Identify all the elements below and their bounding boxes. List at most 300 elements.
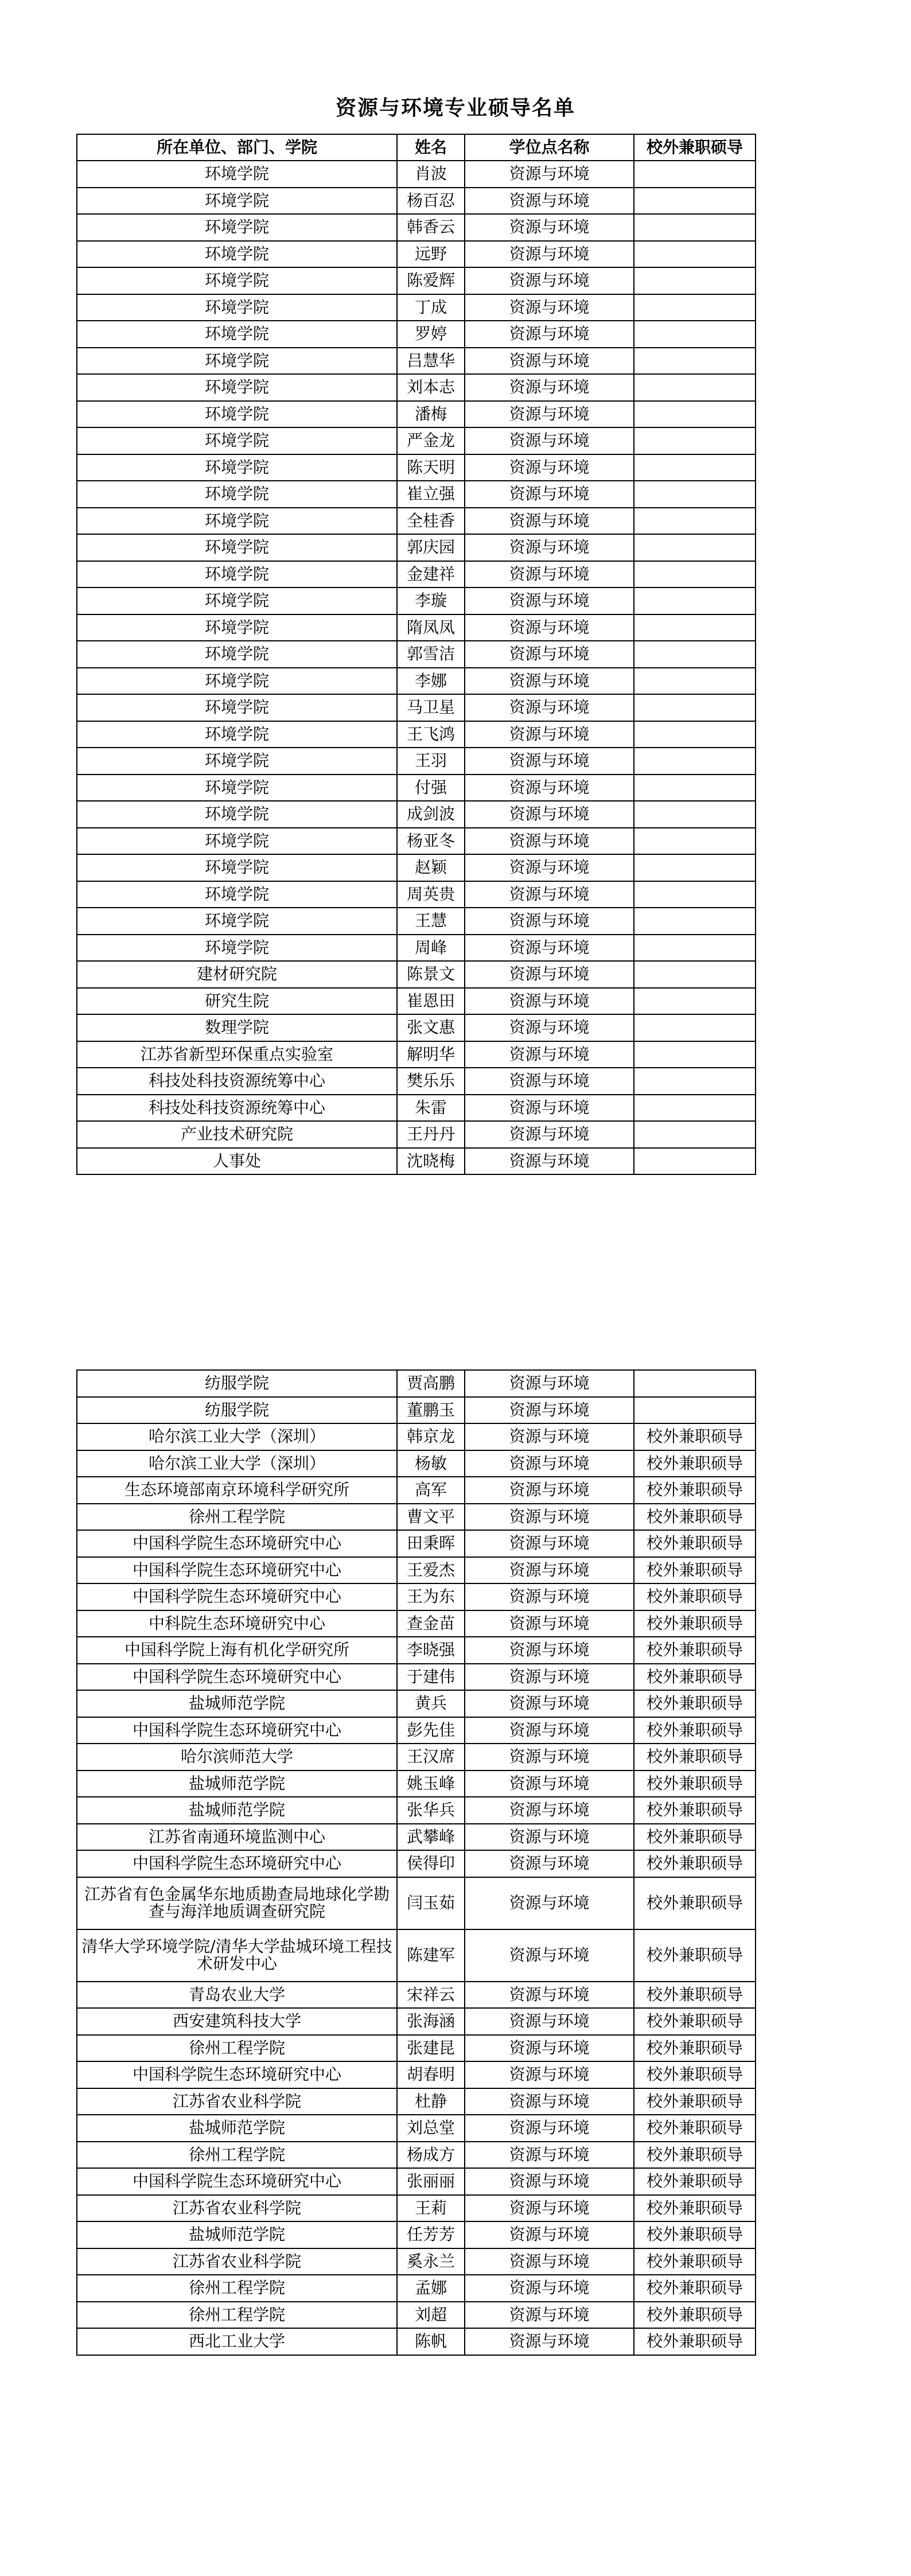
cell-degree-program: 资源与环境 — [465, 1397, 634, 1424]
cell-degree-program: 资源与环境 — [465, 1121, 634, 1148]
cell-name: 丁成 — [397, 294, 465, 321]
cell-external-supervisor: 校外兼职硕导 — [634, 2248, 756, 2275]
cell-unit: 江苏省有色金属华东地质勘查局地球化学勘查与海洋地质调查研究院 — [77, 1877, 397, 1929]
cell-degree-program: 资源与环境 — [465, 534, 634, 561]
table-row — [77, 2195, 756, 2222]
cell-name: 陈建军 — [397, 1929, 465, 1982]
cell-external-supervisor — [634, 294, 756, 321]
table-row — [77, 1929, 756, 1982]
cell-external-supervisor — [634, 267, 756, 294]
table-row — [77, 1121, 756, 1148]
cell-external-supervisor — [634, 348, 756, 375]
cell-name: 刘本志 — [397, 374, 465, 401]
cell-external-supervisor — [634, 481, 756, 508]
cell-unit: 环境学院 — [77, 801, 397, 828]
table-row — [77, 1583, 756, 1610]
cell-name: 韩香云 — [397, 214, 465, 241]
cell-name: 陈帆 — [397, 2328, 465, 2355]
cell-degree-program: 资源与环境 — [465, 1717, 634, 1744]
cell-name: 高军 — [397, 1477, 465, 1504]
cell-name: 于建伟 — [397, 1664, 465, 1691]
cell-name: 罗婷 — [397, 321, 465, 348]
cell-degree-program: 资源与环境 — [465, 1982, 634, 2009]
table-row — [77, 2061, 756, 2088]
cell-degree-program: 资源与环境 — [465, 854, 634, 881]
table-row — [77, 1850, 756, 1877]
cell-unit: 徐州工程学院 — [77, 2035, 397, 2062]
cell-degree-program: 资源与环境 — [465, 2088, 634, 2115]
cell-external-supervisor: 校外兼职硕导 — [634, 2275, 756, 2302]
cell-unit: 江苏省农业科学院 — [77, 2088, 397, 2115]
cell-name: 查金苗 — [397, 1610, 465, 1637]
cell-unit: 盐城师范学院 — [77, 1690, 397, 1717]
table-row — [77, 748, 756, 775]
cell-degree-program: 资源与环境 — [465, 1850, 634, 1877]
cell-name: 郭雪洁 — [397, 641, 465, 668]
cell-external-supervisor — [634, 401, 756, 428]
cell-degree-program: 资源与环境 — [465, 801, 634, 828]
document-title: 资源与环境专业硕导名单 — [335, 96, 575, 120]
cell-external-supervisor — [634, 161, 756, 188]
table-row — [77, 1797, 756, 1824]
cell-unit: 中国科学院上海有机化学研究所 — [77, 1637, 397, 1664]
cell-degree-program: 资源与环境 — [465, 454, 634, 481]
cell-name: 张海涵 — [397, 2008, 465, 2035]
cell-unit: 环境学院 — [77, 161, 397, 188]
table-row — [77, 961, 756, 988]
cell-degree-program: 资源与环境 — [465, 961, 634, 988]
cell-unit: 数理学院 — [77, 1014, 397, 1041]
cell-unit: 环境学院 — [77, 481, 397, 508]
cell-unit: 建材研究院 — [77, 961, 397, 988]
cell-name: 黄兵 — [397, 1690, 465, 1717]
cell-degree-program: 资源与环境 — [465, 641, 634, 668]
cell-name: 沈晓梅 — [397, 1148, 465, 1175]
cell-degree-program: 资源与环境 — [465, 988, 634, 1015]
table-row — [77, 2142, 756, 2169]
cell-external-supervisor — [634, 1121, 756, 1148]
cell-unit: 环境学院 — [77, 614, 397, 641]
cell-unit: 西安建筑科技大学 — [77, 2008, 397, 2035]
cell-external-supervisor: 校外兼职硕导 — [634, 2115, 756, 2142]
table-row — [77, 1450, 756, 1477]
table-row — [77, 775, 756, 801]
cell-name: 隋凤凤 — [397, 614, 465, 641]
cell-name: 曹文平 — [397, 1504, 465, 1531]
cell-external-supervisor: 校外兼职硕导 — [634, 1610, 756, 1637]
cell-degree-program: 资源与环境 — [465, 267, 634, 294]
table-row — [77, 2088, 756, 2115]
cell-degree-program: 资源与环境 — [465, 2115, 634, 2142]
table-row — [77, 374, 756, 401]
cell-degree-program: 资源与环境 — [465, 1690, 634, 1717]
table-row — [77, 1664, 756, 1691]
cell-external-supervisor — [634, 508, 756, 535]
supervisor-table-part-1 — [76, 134, 756, 1175]
cell-name: 赵颖 — [397, 854, 465, 881]
cell-unit: 环境学院 — [77, 534, 397, 561]
table-row — [77, 534, 756, 561]
cell-external-supervisor — [634, 1014, 756, 1041]
cell-degree-program: 资源与环境 — [465, 1637, 634, 1664]
cell-degree-program: 资源与环境 — [465, 908, 634, 935]
cell-external-supervisor — [634, 828, 756, 855]
cell-external-supervisor — [634, 1068, 756, 1095]
cell-name: 付强 — [397, 775, 465, 801]
cell-name: 杨成方 — [397, 2142, 465, 2169]
cell-degree-program: 资源与环境 — [465, 188, 634, 215]
cell-unit: 环境学院 — [77, 668, 397, 695]
cell-degree-program: 资源与环境 — [465, 214, 634, 241]
header-external-supervisor: 校外兼职硕导 — [634, 134, 756, 161]
cell-external-supervisor: 校外兼职硕导 — [634, 2195, 756, 2222]
cell-name: 杨亚冬 — [397, 828, 465, 855]
table-row — [77, 454, 756, 481]
cell-unit: 哈尔滨师范大学 — [77, 1744, 397, 1770]
cell-unit: 环境学院 — [77, 348, 397, 375]
cell-external-supervisor — [634, 694, 756, 721]
cell-unit: 纺服学院 — [77, 1370, 397, 1397]
cell-unit: 环境学院 — [77, 854, 397, 881]
cell-external-supervisor — [634, 721, 756, 748]
table-row — [77, 1637, 756, 1664]
cell-external-supervisor: 校外兼职硕导 — [634, 1982, 756, 2009]
cell-unit: 环境学院 — [77, 241, 397, 268]
cell-degree-program: 资源与环境 — [465, 294, 634, 321]
header-name: 姓名 — [397, 134, 465, 161]
table-row — [77, 1877, 756, 1929]
cell-degree-program: 资源与环境 — [465, 1423, 634, 1450]
cell-name: 吕慧华 — [397, 348, 465, 375]
table-row — [77, 2328, 756, 2355]
table-row — [77, 1397, 756, 1424]
cell-unit: 中国科学院生态环境研究中心 — [77, 1717, 397, 1744]
table-row — [77, 2168, 756, 2195]
cell-unit: 中科院生态环境研究中心 — [77, 1610, 397, 1637]
cell-degree-program: 资源与环境 — [465, 241, 634, 268]
cell-name: 周峰 — [397, 935, 465, 962]
cell-external-supervisor: 校外兼职硕导 — [634, 1477, 756, 1504]
cell-external-supervisor: 校外兼职硕导 — [634, 1770, 756, 1797]
cell-degree-program: 资源与环境 — [465, 2168, 634, 2195]
cell-unit: 科技处科技资源统筹中心 — [77, 1095, 397, 1122]
cell-external-supervisor: 校外兼职硕导 — [634, 1824, 756, 1851]
cell-name: 樊乐乐 — [397, 1068, 465, 1095]
cell-unit: 环境学院 — [77, 321, 397, 348]
cell-degree-program: 资源与环境 — [465, 1770, 634, 1797]
cell-unit: 环境学院 — [77, 721, 397, 748]
cell-degree-program: 资源与环境 — [465, 1148, 634, 1175]
table-row — [77, 2221, 756, 2248]
cell-name: 董鹏玉 — [397, 1397, 465, 1424]
cell-degree-program: 资源与环境 — [465, 1557, 634, 1584]
cell-degree-program: 资源与环境 — [465, 1450, 634, 1477]
cell-external-supervisor: 校外兼职硕导 — [634, 1530, 756, 1557]
cell-unit: 盐城师范学院 — [77, 1797, 397, 1824]
table-row — [77, 321, 756, 348]
cell-name: 严金龙 — [397, 427, 465, 454]
table-row — [77, 1824, 756, 1851]
cell-degree-program: 资源与环境 — [465, 1068, 634, 1095]
cell-degree-program: 资源与环境 — [465, 1583, 634, 1610]
cell-name: 杜静 — [397, 2088, 465, 2115]
cell-degree-program: 资源与环境 — [465, 721, 634, 748]
table-row — [77, 2275, 756, 2302]
cell-degree-program: 资源与环境 — [465, 1664, 634, 1691]
cell-unit: 环境学院 — [77, 775, 397, 801]
cell-degree-program: 资源与环境 — [465, 374, 634, 401]
cell-name: 韩京龙 — [397, 1423, 465, 1450]
cell-external-supervisor: 校外兼职硕导 — [634, 2221, 756, 2248]
cell-degree-program: 资源与环境 — [465, 1610, 634, 1637]
table-row — [77, 854, 756, 881]
cell-external-supervisor: 校外兼职硕导 — [634, 1637, 756, 1664]
cell-name: 崔恩田 — [397, 988, 465, 1015]
table-row — [77, 614, 756, 641]
cell-name: 肖波 — [397, 161, 465, 188]
cell-external-supervisor — [634, 961, 756, 988]
header-unit: 所在单位、部门、学院 — [77, 134, 397, 161]
table-row — [77, 1744, 756, 1770]
cell-external-supervisor — [634, 668, 756, 695]
cell-external-supervisor — [634, 775, 756, 801]
cell-name: 胡春明 — [397, 2061, 465, 2088]
cell-degree-program: 资源与环境 — [465, 2142, 634, 2169]
table-row — [77, 1557, 756, 1584]
cell-name: 张文惠 — [397, 1014, 465, 1041]
cell-degree-program: 资源与环境 — [465, 1014, 634, 1041]
cell-degree-program: 资源与环境 — [465, 2302, 634, 2329]
cell-unit: 中国科学院生态环境研究中心 — [77, 2061, 397, 2088]
cell-external-supervisor — [634, 321, 756, 348]
cell-degree-program: 资源与环境 — [465, 1744, 634, 1770]
cell-unit: 徐州工程学院 — [77, 2302, 397, 2329]
cell-external-supervisor: 校外兼职硕导 — [634, 2328, 756, 2355]
table-row — [77, 561, 756, 588]
cell-name: 陈天明 — [397, 454, 465, 481]
table-row — [77, 2302, 756, 2329]
cell-name: 王莉 — [397, 2195, 465, 2222]
cell-external-supervisor — [634, 427, 756, 454]
cell-unit: 环境学院 — [77, 374, 397, 401]
cell-external-supervisor — [634, 1148, 756, 1175]
table-row — [77, 267, 756, 294]
cell-degree-program: 资源与环境 — [465, 694, 634, 721]
cell-name: 闫玉茹 — [397, 1877, 465, 1929]
cell-degree-program: 资源与环境 — [465, 668, 634, 695]
cell-unit: 生态环境部南京环境科学研究所 — [77, 1477, 397, 1504]
cell-name: 李璇 — [397, 587, 465, 614]
cell-name: 张华兵 — [397, 1797, 465, 1824]
table-row — [77, 1504, 756, 1531]
cell-external-supervisor — [634, 801, 756, 828]
cell-name: 王羽 — [397, 748, 465, 775]
cell-unit: 江苏省农业科学院 — [77, 2195, 397, 2222]
cell-external-supervisor — [634, 1095, 756, 1122]
cell-name: 彭先佳 — [397, 1717, 465, 1744]
table-row — [77, 1148, 756, 1175]
table-row — [77, 1095, 756, 1122]
cell-name: 解明华 — [397, 1041, 465, 1068]
cell-degree-program: 资源与环境 — [465, 614, 634, 641]
cell-name: 任芳芳 — [397, 2221, 465, 2248]
cell-external-supervisor: 校外兼职硕导 — [634, 1583, 756, 1610]
cell-name: 杨百忍 — [397, 188, 465, 215]
table-row — [77, 881, 756, 908]
cell-name: 潘梅 — [397, 401, 465, 428]
cell-degree-program: 资源与环境 — [465, 2061, 634, 2088]
cell-external-supervisor — [634, 908, 756, 935]
cell-degree-program: 资源与环境 — [465, 481, 634, 508]
cell-degree-program: 资源与环境 — [465, 2248, 634, 2275]
cell-degree-program: 资源与环境 — [465, 2221, 634, 2248]
cell-degree-program: 资源与环境 — [465, 561, 634, 588]
cell-degree-program: 资源与环境 — [465, 2275, 634, 2302]
cell-degree-program: 资源与环境 — [465, 1095, 634, 1122]
cell-external-supervisor — [634, 241, 756, 268]
cell-name: 全桂香 — [397, 508, 465, 535]
cell-degree-program: 资源与环境 — [465, 587, 634, 614]
cell-degree-program: 资源与环境 — [465, 2008, 634, 2035]
table-row — [77, 2008, 756, 2035]
table-row — [77, 908, 756, 935]
cell-unit: 环境学院 — [77, 828, 397, 855]
table-row — [77, 294, 756, 321]
cell-external-supervisor — [634, 1397, 756, 1424]
cell-unit: 环境学院 — [77, 748, 397, 775]
header-row — [77, 134, 756, 161]
cell-external-supervisor: 校外兼职硕导 — [634, 1504, 756, 1531]
cell-name: 李娜 — [397, 668, 465, 695]
cell-external-supervisor — [634, 988, 756, 1015]
cell-unit: 中国科学院生态环境研究中心 — [77, 1583, 397, 1610]
table-row — [77, 988, 756, 1015]
cell-degree-program: 资源与环境 — [465, 1824, 634, 1851]
table-row — [77, 1770, 756, 1797]
cell-name: 王飞鸿 — [397, 721, 465, 748]
cell-external-supervisor: 校外兼职硕导 — [634, 2302, 756, 2329]
table-row — [77, 214, 756, 241]
table-row — [77, 828, 756, 855]
cell-external-supervisor: 校外兼职硕导 — [634, 1929, 756, 1982]
cell-external-supervisor — [634, 854, 756, 881]
cell-external-supervisor — [634, 214, 756, 241]
cell-unit: 中国科学院生态环境研究中心 — [77, 1530, 397, 1557]
cell-unit: 环境学院 — [77, 214, 397, 241]
cell-name: 刘超 — [397, 2302, 465, 2329]
table-row — [77, 2248, 756, 2275]
cell-external-supervisor — [634, 935, 756, 962]
table-row — [77, 508, 756, 535]
cell-degree-program: 资源与环境 — [465, 935, 634, 962]
table-row — [77, 161, 756, 188]
table-row — [77, 348, 756, 375]
cell-unit: 西北工业大学 — [77, 2328, 397, 2355]
table-row — [77, 2035, 756, 2062]
cell-name: 王为东 — [397, 1583, 465, 1610]
cell-degree-program: 资源与环境 — [465, 427, 634, 454]
cell-name: 陈爱辉 — [397, 267, 465, 294]
cell-unit: 环境学院 — [77, 641, 397, 668]
cell-degree-program: 资源与环境 — [465, 1530, 634, 1557]
cell-unit: 环境学院 — [77, 454, 397, 481]
cell-external-supervisor — [634, 534, 756, 561]
cell-degree-program: 资源与环境 — [465, 1929, 634, 1982]
cell-external-supervisor: 校外兼职硕导 — [634, 1557, 756, 1584]
cell-unit: 盐城师范学院 — [77, 2115, 397, 2142]
cell-external-supervisor — [634, 748, 756, 775]
table-row — [77, 935, 756, 962]
cell-name: 周英贵 — [397, 881, 465, 908]
cell-external-supervisor: 校外兼职硕导 — [634, 1877, 756, 1929]
cell-degree-program: 资源与环境 — [465, 348, 634, 375]
cell-unit: 环境学院 — [77, 508, 397, 535]
cell-degree-program: 资源与环境 — [465, 508, 634, 535]
cell-external-supervisor — [634, 614, 756, 641]
cell-degree-program: 资源与环境 — [465, 2328, 634, 2355]
cell-degree-program: 资源与环境 — [465, 881, 634, 908]
cell-name: 刘总堂 — [397, 2115, 465, 2142]
cell-unit: 环境学院 — [77, 561, 397, 588]
cell-external-supervisor — [634, 641, 756, 668]
cell-external-supervisor — [634, 587, 756, 614]
cell-name: 贾高鹏 — [397, 1370, 465, 1397]
cell-degree-program: 资源与环境 — [465, 1370, 634, 1397]
cell-name: 张丽丽 — [397, 2168, 465, 2195]
cell-unit: 环境学院 — [77, 587, 397, 614]
cell-unit: 科技处科技资源统筹中心 — [77, 1068, 397, 1095]
cell-unit: 江苏省农业科学院 — [77, 2248, 397, 2275]
table-row — [77, 1370, 756, 1397]
cell-name: 远野 — [397, 241, 465, 268]
cell-unit: 环境学院 — [77, 935, 397, 962]
cell-name: 郭庆园 — [397, 534, 465, 561]
cell-name: 李晓强 — [397, 1637, 465, 1664]
cell-unit: 青岛农业大学 — [77, 1982, 397, 2009]
cell-unit: 环境学院 — [77, 267, 397, 294]
table-row — [77, 1530, 756, 1557]
table-row — [77, 668, 756, 695]
cell-name: 武攀峰 — [397, 1824, 465, 1851]
cell-unit: 研究生院 — [77, 988, 397, 1015]
cell-external-supervisor: 校外兼职硕导 — [634, 1664, 756, 1691]
table-row — [77, 1982, 756, 2009]
cell-external-supervisor — [634, 881, 756, 908]
cell-unit: 盐城师范学院 — [77, 1770, 397, 1797]
cell-name: 王丹丹 — [397, 1121, 465, 1148]
cell-unit: 徐州工程学院 — [77, 2275, 397, 2302]
cell-unit: 环境学院 — [77, 694, 397, 721]
cell-degree-program: 资源与环境 — [465, 1504, 634, 1531]
cell-name: 马卫星 — [397, 694, 465, 721]
cell-degree-program: 资源与环境 — [465, 748, 634, 775]
cell-unit: 江苏省新型环保重点实验室 — [77, 1041, 397, 1068]
cell-external-supervisor: 校外兼职硕导 — [634, 2061, 756, 2088]
table-row — [77, 1477, 756, 1504]
cell-unit: 中国科学院生态环境研究中心 — [77, 1664, 397, 1691]
cell-external-supervisor — [634, 188, 756, 215]
cell-name: 陈景文 — [397, 961, 465, 988]
cell-unit: 哈尔滨工业大学（深圳） — [77, 1423, 397, 1450]
cell-external-supervisor — [634, 561, 756, 588]
cell-external-supervisor — [634, 1041, 756, 1068]
cell-unit: 中国科学院生态环境研究中心 — [77, 1557, 397, 1584]
cell-name: 崔立强 — [397, 481, 465, 508]
table-row — [77, 1610, 756, 1637]
cell-name: 王慧 — [397, 908, 465, 935]
cell-degree-program: 资源与环境 — [465, 1477, 634, 1504]
table-row — [77, 1014, 756, 1041]
